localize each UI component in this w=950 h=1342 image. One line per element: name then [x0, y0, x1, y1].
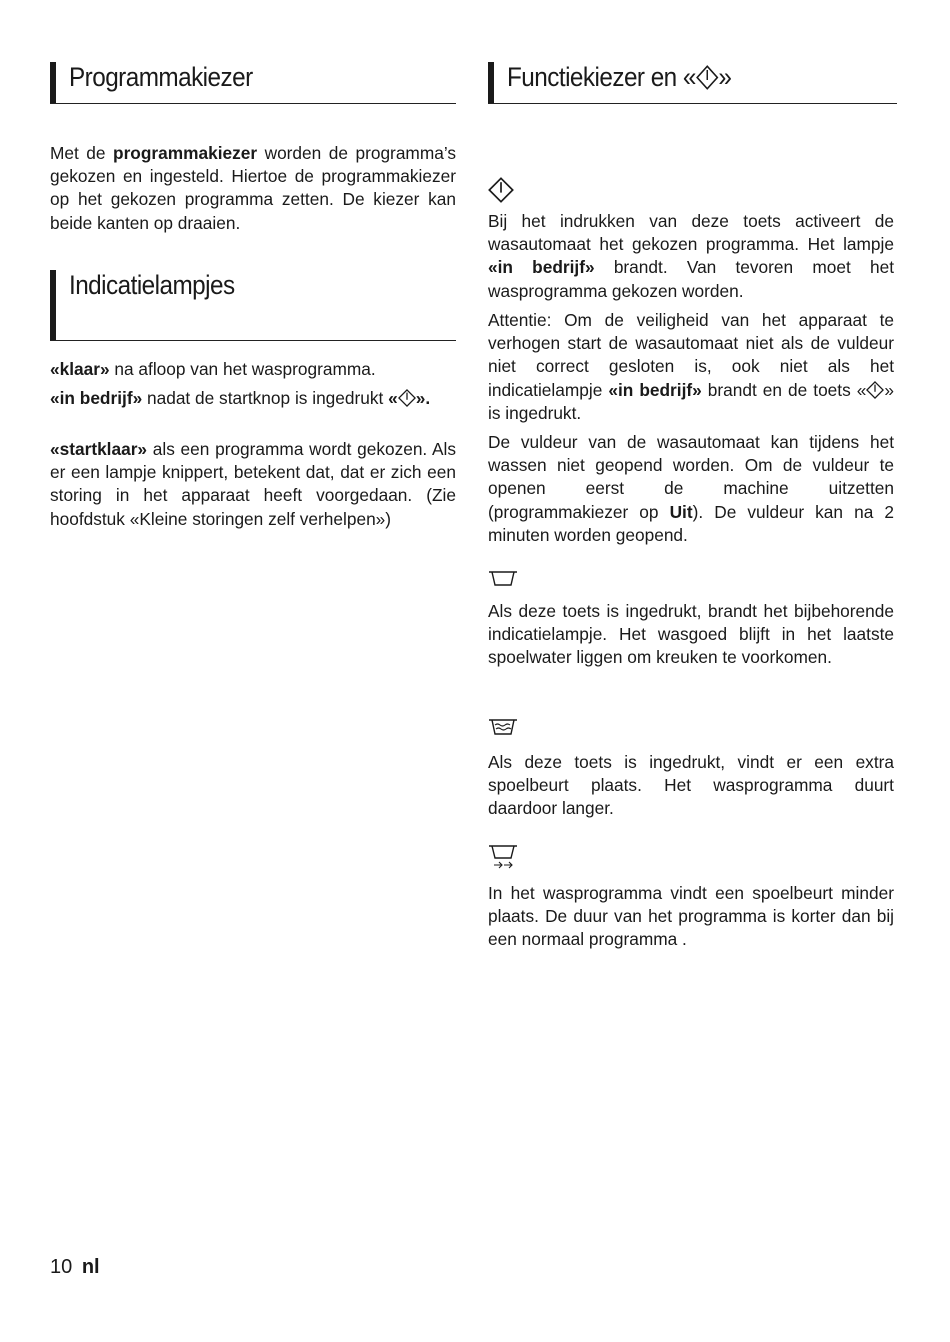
start-diamond-icon: [866, 381, 884, 399]
heading-title: Functiekiezer en « »: [507, 62, 732, 92]
heading-indicatielampjes: [50, 270, 456, 341]
heading-programmakiezer: [50, 62, 456, 104]
page-footer: [50, 1256, 100, 1279]
extra-rinse-icon: [488, 717, 518, 737]
rinse-hold-icon: [488, 570, 518, 588]
start-paragraph-1: Bij het indrukken van deze toets activeert de wasautomaat het gekozen programma. Het lampje «in bedrijf» brandt. Van tevoren moet het wasprogramma gekozen worden.: [488, 211, 895, 301]
in-bedrijf-paragraph: «in bedrijf» nadat de startknop is ingedrukt « ».: [50, 388, 431, 408]
start-diamond-icon: [398, 389, 416, 407]
heading-bar: [488, 62, 494, 103]
startklaar-paragraph: «startklaar» als een programma wordt gekozen. Als er een lampje knippert, betekent dat, dat er zich een storing in het apparaat heeft voorgedaan. (Zie hoofdstuk «Kleine storingen zelf verhelpen»): [50, 439, 456, 529]
extra-rinse-paragraph: Als deze toets is ingedrukt, vindt er een extra spoelbeurt plaats. Het wasprogramma duurt daardoor langer.: [488, 752, 894, 819]
start-paragraph-2: Attentie: Om de veiligheid van het apparaat te verhogen start de wasautomaat niet als de vuldeur niet correct gesloten is, ook niet als het indicatielampje «in bedrijf» brandt en de toets « » is ingedrukt.: [488, 310, 894, 423]
programmakiezer-paragraph: Met de programmakiezer worden de programma’s gekozen en ingesteld. Hiertoe de programmakiezer op het gekozen programma zetten. De kiezer kan beide kanten op draaien.: [50, 143, 456, 233]
start-diamond-icon: [488, 177, 514, 203]
klaar-paragraph: «klaar» na afloop van het wasprogramma.: [50, 359, 376, 379]
start-diamond-icon: [696, 65, 719, 90]
heading-bar: [50, 62, 56, 103]
rinse-hold-paragraph: Als deze toets is ingedrukt, brandt het bijbehorende indicatielampje. Het wasgoed blijft in het laatste spoelwater liggen om kreuken te voorkomen.: [488, 601, 894, 668]
start-paragraph-3: De vuldeur van de wasautomaat kan tijdens het wassen niet geopend worden. Om de vuldeur te openen eerst de machine uitzetten (programmakiezer op Uit). De vuldeur kan na 2 minuten worden geopend.: [488, 432, 894, 545]
page-number: 10: [50, 1256, 73, 1278]
language-code: nl: [81, 1256, 100, 1278]
heading-bar: [50, 270, 56, 340]
heading-title: Programmakiezer: [69, 62, 253, 92]
less-rinse-paragraph: In het wasprogramma vindt een spoelbeurt minder plaats. De duur van het programma is korter dan bij een normaal programma .: [488, 883, 894, 950]
less-rinse-icon: [488, 843, 520, 869]
heading-functiekiezer: [488, 62, 897, 104]
heading-title: Indicatielampjes: [69, 270, 235, 300]
